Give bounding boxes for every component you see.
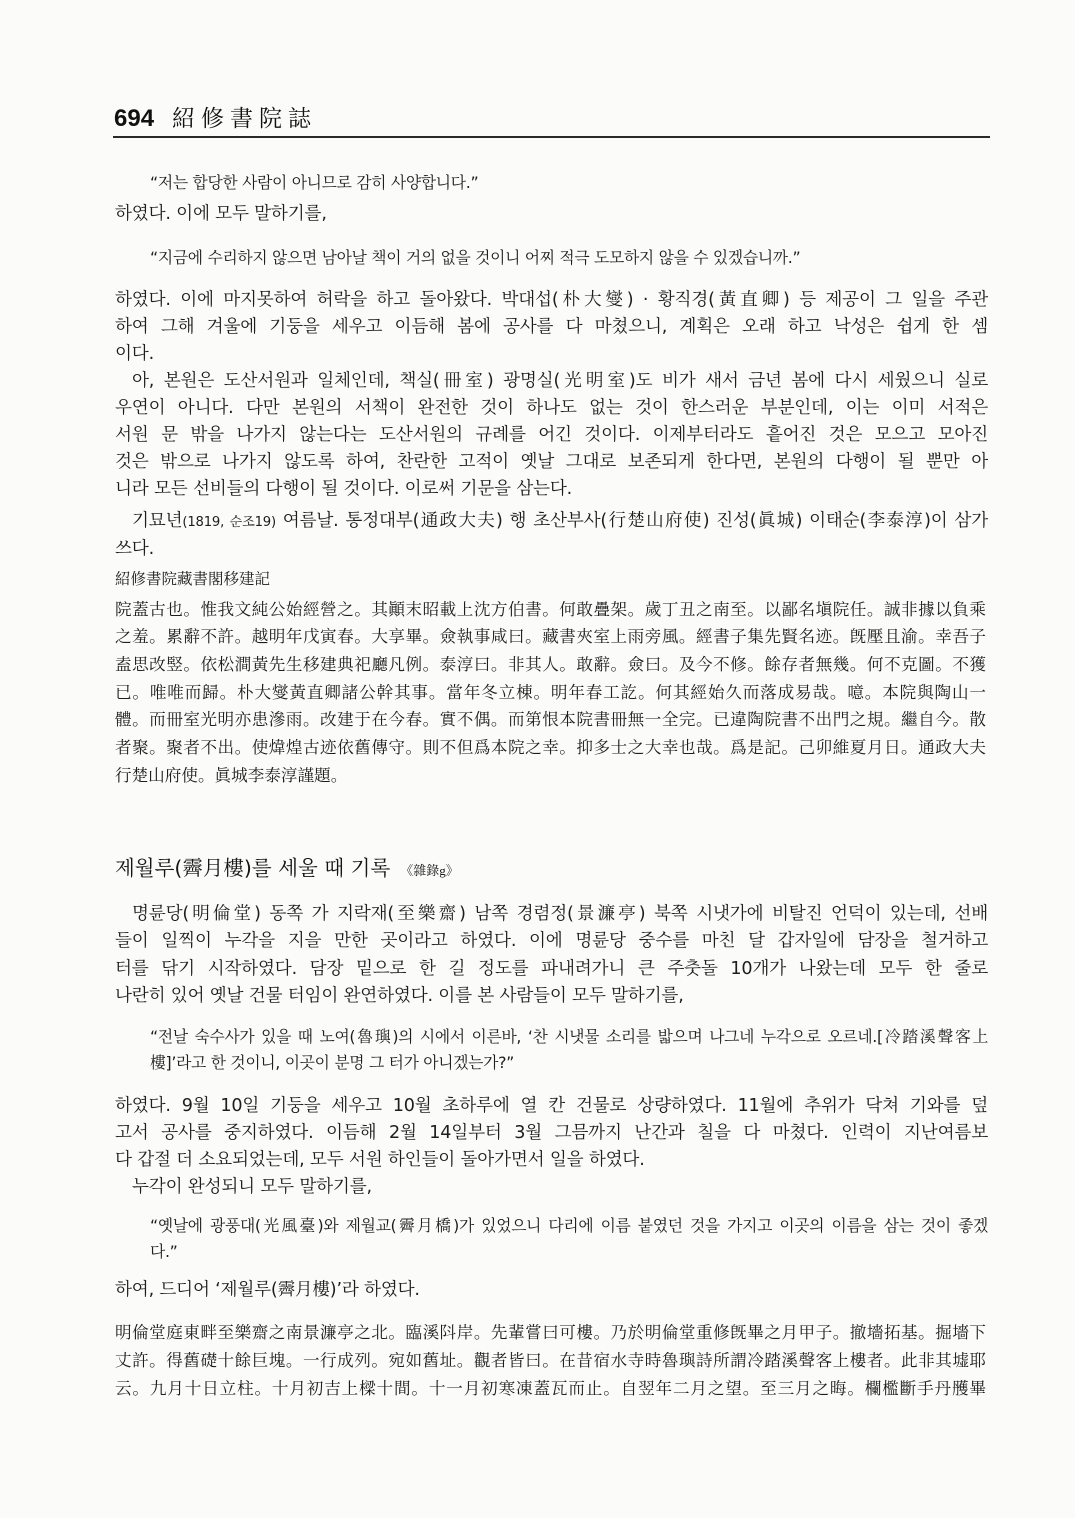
quote-block	[150, 170, 988, 196]
paragraph	[115, 201, 988, 228]
original-text-line: 云。九月十日立柱。十月初吉上樑十間。十一月初寒凍蓋瓦而止。自翌年二月之望。至三月之晦。欄檻斷手丹雘畢	[115, 1379, 986, 1398]
original-text-line: 明倫堂庭東畔至樂齋之南景濂亭之北。臨溪阧岸。先輩嘗曰可樓。乃於明倫堂重修旣畢之月甲子。撤墻拓基。掘墻下	[115, 1323, 986, 1342]
header-rule	[113, 136, 990, 138]
original-text-line: 盍思改竪。依松澗黃先生移建典祀廳凡例。泰淳曰。非其人。敢辭。僉曰。及今不修。餘存者無幾。何不克圖。不獲	[115, 654, 986, 674]
para-line: 다 갑절 더 소요되었는데, 모두 서원 하인들이 돌아가면서 일을 하였다.	[115, 1149, 645, 1170]
original-text-line: 行楚山府使。眞城李泰淳謹題。	[115, 765, 348, 785]
para-line: 하였다. 이에 모두 말하기를,	[115, 203, 327, 224]
quote-block	[150, 1024, 988, 1076]
para-line: 명륜당(明倫堂) 동쪽 가 지락재(至樂齋) 남쪽 경렴정(景濂亭) 북쪽 시냇가에 비탈진 언덕이 있는데, 선배	[132, 904, 988, 924]
para-line: 하였다. 9월 10일 기둥을 세우고 10월 초하루에 열 칸 건물로 상량하였다. 11월에 추위가 닥쳐 기와를 덮	[115, 1095, 988, 1116]
section-heading	[115, 853, 459, 886]
para-line: 서원 문 밖을 나가지 않는다는 도산서원의 규례를 어긴 것이다. 이제부터라도 흩어진 것은 모으고 모아진	[115, 424, 988, 445]
original-text	[115, 596, 986, 790]
section-title: 제월루(霽月樓)를 세울 때 기록	[115, 856, 391, 880]
page-number: 694	[114, 105, 155, 132]
original-text-line: 已。唯唯而歸。朴大燮黃直卿諸公幹其事。當年冬立棟。明年春工訖。何其經始久而落成易哉。噫。本院與陶山一	[115, 682, 986, 702]
colophon-line	[115, 508, 988, 537]
para-line: 하였다. 이에 마지못하여 허락을 하고 돌아왔다. 박대섭(朴大燮) · 황직경(黃直卿) 등 제공이 그 일을 주관	[115, 289, 988, 310]
quote-line: “옛날에 광풍대(光風臺)와 제월교(霽月橋)가 있었으니 다리에 이름 붙였던 것을 가지고 이곳의 이름을 삼는 것이 좋겠	[150, 1216, 988, 1235]
quote-block	[150, 1213, 988, 1265]
colophon-line: 쓰다.	[115, 539, 154, 559]
para-line: 니라 모든 선비들의 다행이 될 것이다. 이로써 기문을 삼는다.	[115, 479, 573, 500]
original-text-line: 者聚。聚者不出。使煒煌古迹依舊傳守。則不但爲本院之幸。抑多士之大幸也哉。爲是記。己卯維夏月日。通政大夫	[115, 738, 986, 758]
paragraph	[115, 368, 988, 504]
para-line: 나란히 있어 옛날 건물 터임이 완연하였다. 이를 본 사람들이 모두 말하기를,	[115, 985, 684, 1006]
original-text	[115, 1319, 986, 1403]
section-source: 《雜錄g》	[400, 863, 459, 878]
para-line: 누각이 완성되니 모두 말하기를,	[132, 1176, 372, 1197]
original-text-line: 院蓋古也。惟我文純公始經營之。其顚末昭載上沈方伯書。何敢疊架。歲丁丑之南至。以鄙名塡院任。誠非據以負乘	[115, 599, 986, 619]
para-line: 들이 일찍이 누각을 지을 만한 곳이라고 하였다. 이에 명륜당 중수를 마친 달 갑자일에 담장을 철거하고	[115, 931, 988, 952]
original-title	[115, 568, 986, 592]
quote-block	[150, 245, 988, 271]
colophon-date: 기묘년	[132, 510, 183, 531]
book-title: 紹修書院誌	[172, 106, 317, 131]
original-text-line: 丈許。得舊礎十餘巨塊。一行成列。宛如舊址。觀者皆曰。在昔宿水寺時魯璵詩所謂冷踏溪聲客上樓者。此非其墟耶	[115, 1351, 986, 1370]
quote-line: “전날 숙수사가 있을 때 노여(魯璵)의 시에서 이른바, ‘찬 시냇물 소리를 밟으며 나그네 누각으로 오르네.[冷踏溪聲客上	[150, 1027, 988, 1046]
quote-line: “지금에 수리하지 않으면 남아날 책이 거의 없을 것이니 어찌 적극 도모하지 않을 수 있겠습니까.”	[150, 248, 801, 267]
para-line: 하여, 드디어 ‘제월루(霽月樓)’라 하였다.	[115, 1279, 420, 1300]
paragraph	[115, 1093, 988, 1201]
quote-line: 다.”	[150, 1242, 178, 1261]
paragraph	[115, 1277, 988, 1304]
para-line: 하여 그해 겨울에 기둥을 세우고 이듬해 봄에 공사를 다 마쳤으니, 계획은 오래 하고 낙성은 쉽게 한 셈	[115, 316, 988, 337]
colophon-date-note: (1819, 순조19)	[182, 514, 276, 530]
para-line: 우연이 아니다. 다만 본원의 서책이 완전한 것이 하나도 없는 것이 한스러운 부분인데, 이는 이미 서적은	[115, 397, 988, 418]
paragraph	[115, 287, 988, 368]
colophon	[115, 508, 988, 563]
original-title-text: 紹修書院藏書閣移建記	[115, 571, 271, 588]
original-text-line: 體。而冊室光明亦患滲雨。改建于在今春。實不偶。而第恨本院書冊無一全完。已違陶院書不出門之規。繼自今。散	[115, 710, 986, 730]
para-line: 고서 공사를 중지하였다. 이듬해 2월 14일부터 3월 그믐까지 난간과 칠을 다 마쳤다. 인력이 지난여름보	[115, 1122, 988, 1143]
para-line: 터를 닦기 시작하였다. 담장 밑으로 한 길 정도를 파내려가니 큰 주춧돌 10개가 나왔는데 모두 한 줄로	[115, 958, 988, 979]
para-line: 아, 본원은 도산서원과 일체인데, 책실(冊室) 광명실(光明室)도 비가 새서 금년 봄에 다시 세웠으니 실로	[132, 370, 988, 391]
original-text-line: 之羞。累辭不許。越明年戊寅春。大享畢。僉執事咸曰。藏書夾室上雨旁風。經書子集先賢名迹。旣壓且渝。幸吾子	[115, 627, 986, 647]
colophon-signature: 여름날. 통정대부(通政大夫) 행 초산부사(行楚山府使) 진성(眞城) 이태순(李泰淳)이 삼가	[275, 510, 988, 531]
quote-line: 樓]’라고 한 것이니, 이곳이 분명 그 터가 아니겠는가?”	[150, 1053, 515, 1072]
para-line: 이다.	[115, 343, 154, 364]
para-line: 것은 밖으로 나가지 않도록 하여, 찬란한 고적이 옛날 그대로 보존되게 한다면, 본원의 다행이 될 뿐만 아	[115, 452, 988, 473]
quote-line: “저는 합당한 사람이 아니므로 감히 사양합니다.”	[150, 173, 479, 192]
paragraph	[115, 901, 988, 1010]
